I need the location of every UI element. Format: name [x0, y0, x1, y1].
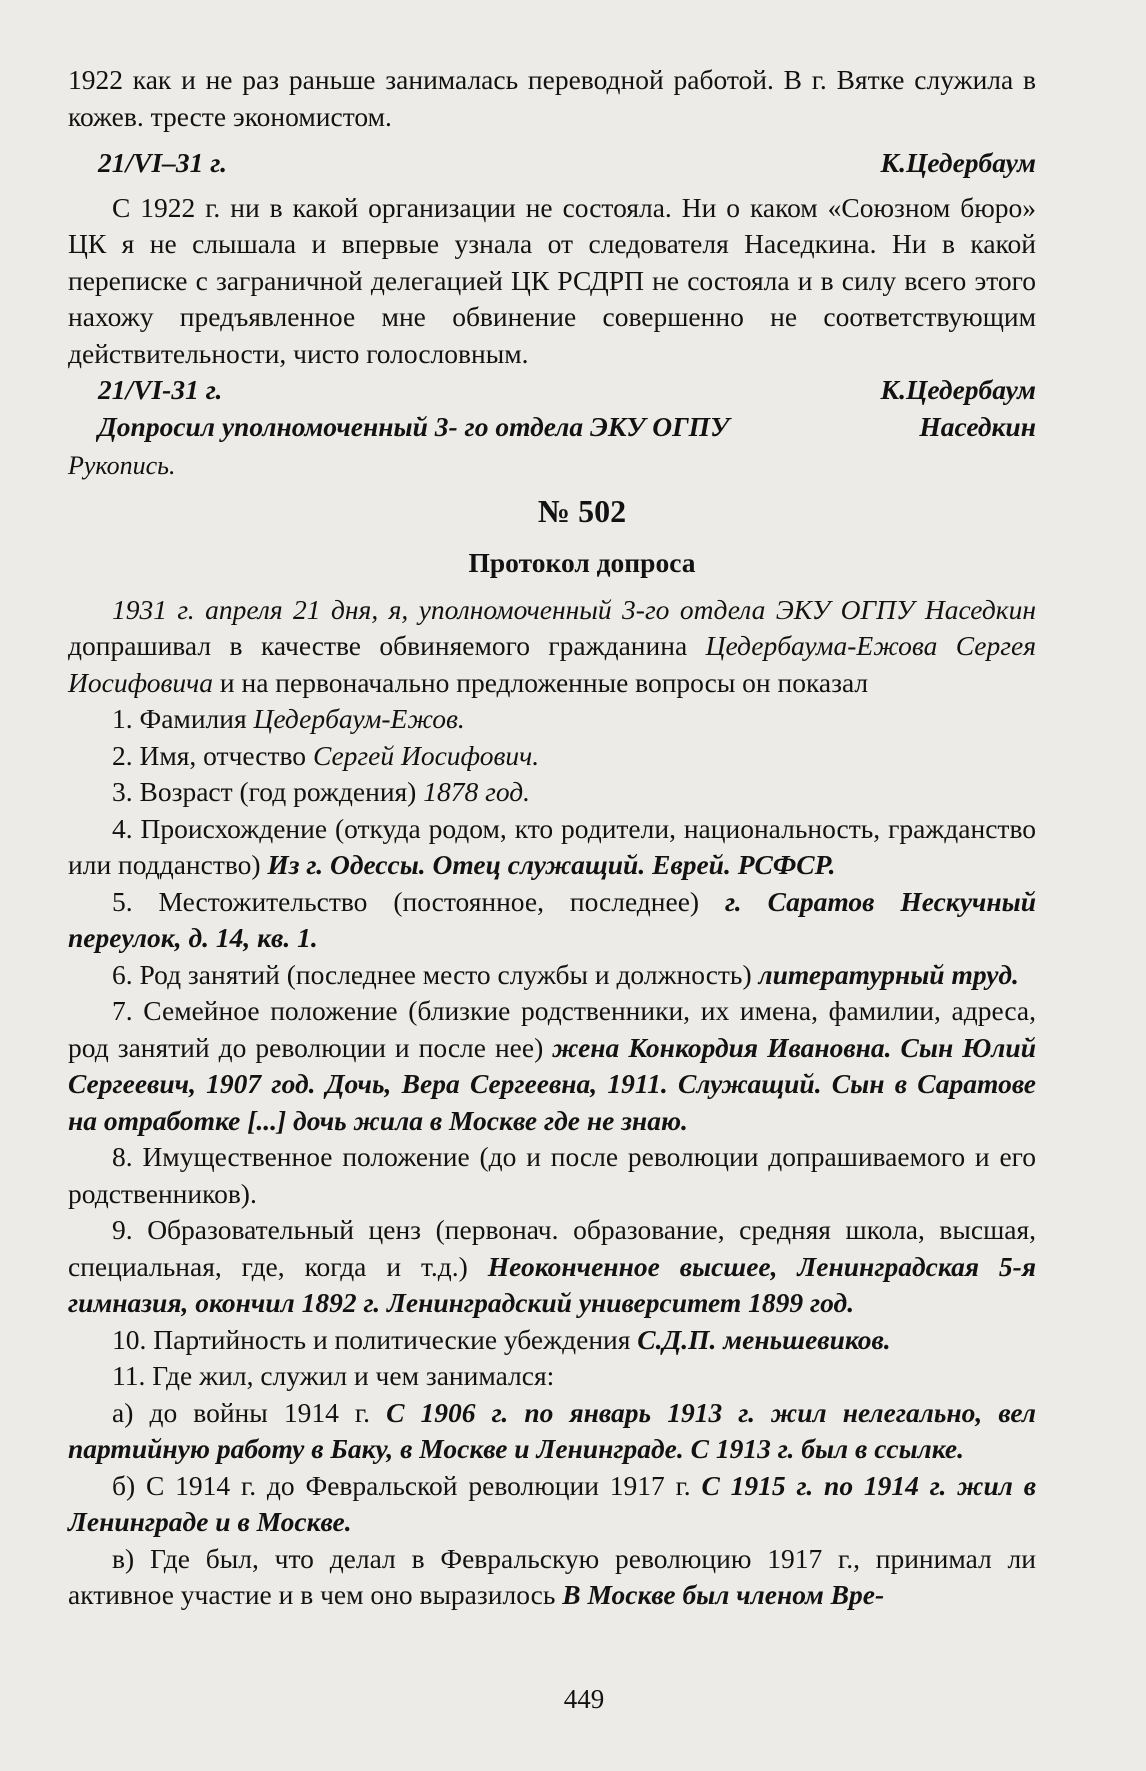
- questionnaire-list: [68, 701, 1036, 1614]
- question-item: [68, 884, 1036, 957]
- signature-date-2: 21/VI-31 г.: [98, 374, 223, 405]
- signature-name-2: К.Цедербаум: [880, 374, 1036, 405]
- intro-date-officer: 1931 г. апреля 21 дня, я, уполномоченный 3-го отдела ЭКУ ОГПУ Наседкин: [112, 593, 1036, 625]
- answer-text: Из г. Одессы. Отец служащий. Еврей. РСФСР.: [267, 849, 836, 880]
- question-label: 1. Фамилия: [112, 703, 254, 734]
- question-label: 11. Где жил, служил и чем занимался:: [112, 1360, 555, 1391]
- answer-text: С 1915 г. по 1914 г. жил в Ленинграде и в Москве.: [68, 1469, 1036, 1537]
- document-title: Протокол допроса: [468, 547, 696, 578]
- question-label: 4. Происхождение (откуда родом, кто родители, национальность, гражданство или подданство): [68, 812, 1036, 880]
- intro-text-1: допрашивал в качестве обвиняемого гражданина: [68, 630, 706, 661]
- answer-text: Неоконченное высшее, Ленинградская 5-я гимназия, окончил 1892 г. Ленинградский университет 1899 год.: [68, 1250, 1037, 1318]
- interrogator-line: [68, 409, 1036, 446]
- question-label: 9. Образовательный ценз (первонач. образование, средняя школа, высшая, специальная, где, когда и т.д.): [68, 1214, 1036, 1282]
- question-item: [68, 774, 1036, 811]
- interrogator-name: Наседкин: [919, 410, 1036, 442]
- question-item: [68, 1395, 1036, 1468]
- question-label: 6. Род занятий (последнее место службы и должность): [112, 958, 759, 990]
- signature-date-1: 21/VI–31 г.: [98, 147, 227, 178]
- paragraph-2: С 1922 г. ни в какой организации не состояла. Ни о каком «Союзном бюро» ЦК я не слышала и впервые узнала от следователя Наседкина. Ни в какой переписке с заграничной делегацией ЦК РСДРП не состояла и в силу всего этого нахожу предъявленное мне обвинение совершенно не соответствующим действительности, чисто голословным.: [68, 191, 1036, 369]
- question-label: 5. Местожительство (постоянное, последнее): [112, 885, 726, 917]
- question-item: [68, 1358, 1036, 1395]
- answer-text: жена Конкордия Ивановна. Сын Юлий Сергеевич, 1907 год. Дочь, Вера Сергеевна, 1911. Служащий. Сын в Саратове на отработке [...] дочь жила в Москве где не знаю.: [68, 1031, 1036, 1136]
- question-label: 7. Семейное положение (близкие родственники, их имена, фамилии, адреса, род занятий до революции и после нее): [68, 995, 1036, 1063]
- question-item: [68, 957, 1036, 994]
- answer-text: 1878 год.: [423, 776, 530, 807]
- question-label: 10. Партийность и политические убеждения: [112, 1323, 638, 1355]
- question-item: [68, 993, 1036, 1139]
- question-item: [68, 1468, 1036, 1541]
- question-item: [68, 738, 1036, 775]
- protocol-intro: [68, 592, 1036, 702]
- answer-text: литературный труд.: [758, 958, 1019, 990]
- answer-text: Цедербаум-Ежов.: [253, 703, 465, 734]
- document-number: № 502: [537, 493, 627, 529]
- answer-text: г. Саратов Нескучный переулок, д. 14, кв. 1.: [68, 885, 1037, 953]
- question-label: б) С 1914 г. до Февральской революции 1917 г.: [112, 1469, 702, 1501]
- question-item: [68, 701, 1036, 738]
- answer-text: С 1906 г. по январь 1913 г. жил нелегально, вел партийную работу в Баку, в Москве и Ленинграде. С 1913 г. был в ссылке.: [68, 1396, 1036, 1464]
- interrogator-title: Допросил уполномоченный 3- го отдела ЭКУ ОГПУ: [98, 410, 730, 442]
- intro-text-2: и на первоначально предложенные вопросы он показал: [213, 666, 869, 698]
- question-item: [68, 811, 1036, 884]
- question-label: 2. Имя, отчество: [112, 739, 313, 771]
- source-note: Рукопись.: [68, 451, 176, 480]
- page-number: 449: [563, 1684, 605, 1714]
- answer-text: С.Д.П. меньшевиков.: [637, 1323, 891, 1355]
- answer-text: Сергей Иосифович.: [312, 739, 540, 771]
- question-item: [68, 1139, 1036, 1212]
- question-item: [68, 1541, 1036, 1614]
- question-label: 8. Имущественное положение (до и после революции допрашиваемого и его родственников).: [68, 1141, 1036, 1209]
- answer-text: В Москве был членом Вре-: [562, 1579, 885, 1610]
- intro-accused-name: Цедербаума-Ежова Сергея Иосифовича: [68, 630, 1036, 698]
- signature-name-1: К.Цедербаум: [880, 147, 1036, 178]
- question-item: [68, 1322, 1036, 1359]
- signature-line-1: [68, 145, 1036, 182]
- question-label: а) до войны 1914 г.: [112, 1396, 387, 1428]
- question-label: 3. Возраст (год рождения): [112, 776, 424, 807]
- question-item: [68, 1212, 1036, 1322]
- signature-line-2: [68, 372, 1036, 409]
- question-label: в) Где был, что делал в Февральскую революцию 1917 г., принимал ли активное участие и в чем оно выразилось: [68, 1542, 1036, 1610]
- paragraph-1: 1922 как и не раз раньше занималась переводной работой. В г. Вятке служила в кожев. тресте экономистом.: [68, 64, 1036, 132]
